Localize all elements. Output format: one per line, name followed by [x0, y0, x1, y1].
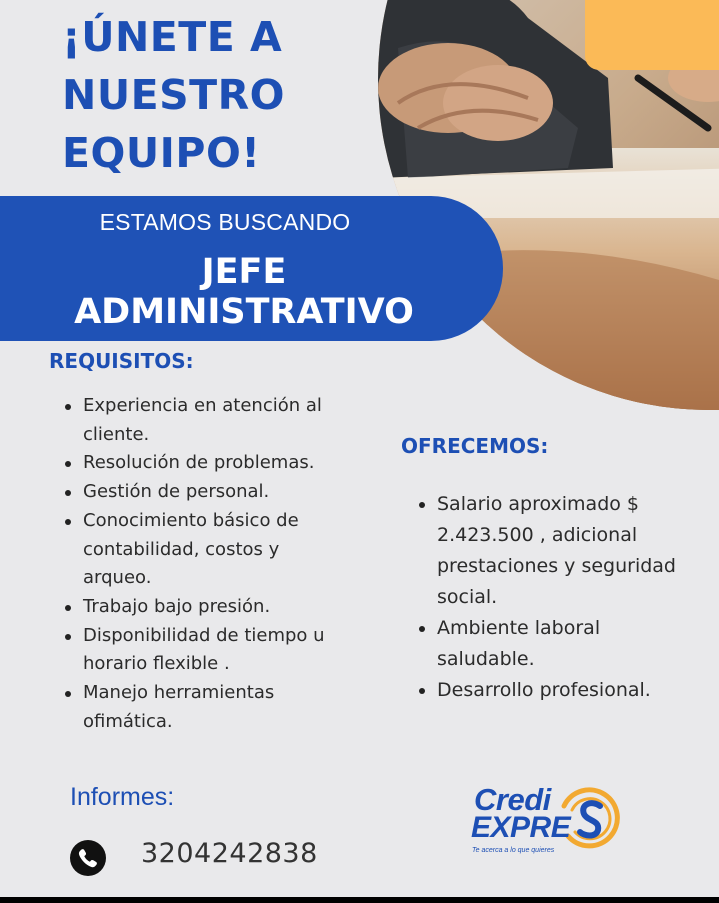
list-item: Conocimiento básico de contabilidad, costos y arqueo.	[83, 507, 383, 593]
logo-tagline: Te acerca a lo que quieres	[472, 847, 555, 854]
phone-icon[interactable]	[70, 840, 106, 876]
logo-expres-main: EXPRE	[471, 811, 571, 844]
position-title-line: JEFE	[201, 252, 287, 292]
requisitos-list	[83, 392, 383, 736]
position-title	[0, 252, 488, 332]
list-item: Gestión de personal.	[83, 478, 383, 507]
headline-line: ¡ÚNETE A	[62, 13, 283, 61]
list-item: Salario aproximado $ 2.423.500 , adicional prestaciones y seguridad social.	[437, 489, 697, 613]
position-title-line: ADMINISTRATIVO	[74, 292, 414, 332]
requisitos-title: REQUISITOS:	[49, 349, 194, 373]
ofrecemos-list	[437, 489, 697, 706]
phone-number[interactable]: 3204242838	[141, 838, 318, 869]
yellow-accent-bar	[585, 0, 719, 70]
logo-credi-text: Credi	[474, 782, 551, 817]
list-item: Desarrollo profesional.	[437, 675, 697, 706]
list-item: Ambiente laboral saludable.	[437, 613, 697, 675]
informes-label: Informes:	[70, 783, 175, 811]
list-item: Disponibilidad de tiempo u horario flexible .	[83, 622, 383, 679]
logo-expres-text	[471, 811, 570, 845]
list-item: Experiencia en atención al cliente.	[83, 392, 383, 449]
banner-subtitle: ESTAMOS BUSCANDO	[99, 209, 351, 235]
list-item: Manejo herramientas ofimática.	[83, 679, 383, 736]
credi-expres-logo	[468, 780, 628, 868]
list-item: Trabajo bajo presión.	[83, 593, 383, 622]
list-item: Resolución de problemas.	[83, 449, 383, 478]
headline	[62, 8, 362, 182]
ofrecemos-title: OFRECEMOS:	[401, 434, 549, 458]
headline-line: NUESTRO	[62, 71, 286, 119]
headline-line: EQUIPO!	[62, 129, 261, 177]
